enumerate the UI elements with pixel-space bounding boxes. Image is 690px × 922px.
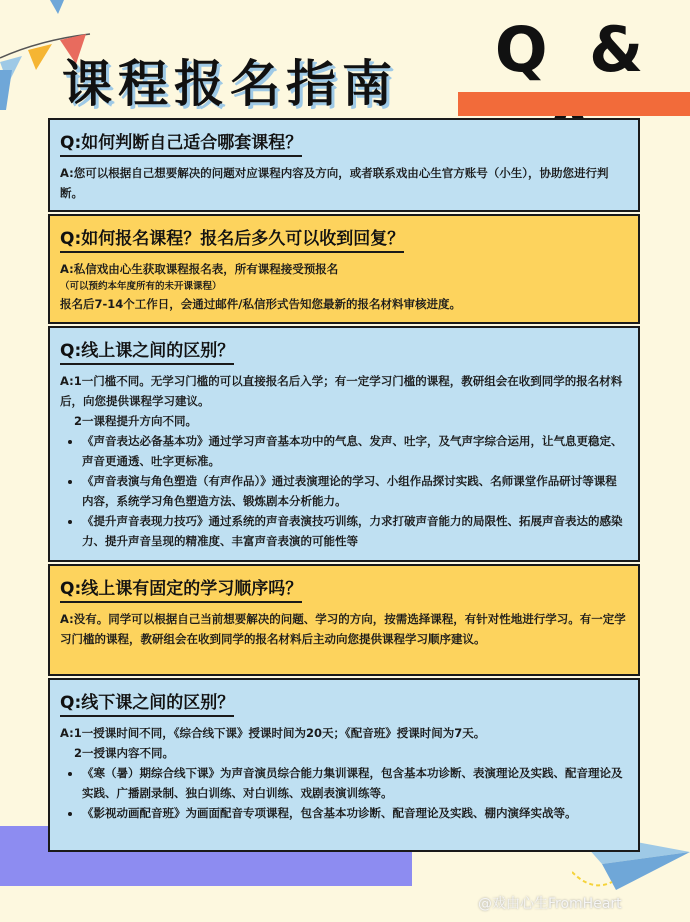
qa-badge: Q & [458, 14, 690, 86]
list-item: • 《声音表演与角色塑造（有声作品）》通过表演理论的学习、小组作品探讨实践、名师课堂作品研讨等课程内容，系统学习角色塑造方法、锻炼剧本分析能力。 [82, 471, 628, 511]
qa-card-5 [48, 678, 640, 852]
answer-2-note: （可以预约本年度所有的未开课课程） [60, 281, 222, 292]
answer-5-list [60, 763, 628, 823]
answer-3-line2: 2一课程提升方向不同。 [74, 414, 198, 428]
answer-5-line1: A:1一授课时间不同，《综合线下课》授课时间为20天；《配音班》授课时间为7天。 [60, 726, 486, 740]
list-item: • 《寒（暑）期综合线下课》为声音演员综合能力集训课程，包含基本功诊断、表演理论及实践、配音理论及实践、广播剧录制、独白训练、对白训练、戏剧表演训练等。 [82, 763, 628, 803]
qa-card-1 [48, 118, 640, 212]
answer-2-line1: A:私信戏由心生获取课程报名表，所有课程接受预报名 [60, 262, 339, 276]
question-5: Q:线下课之间的区别？ [60, 688, 234, 717]
answer-5-line2: 2一授课内容不同。 [74, 746, 175, 760]
answer-1: A:您可以根据自己想要解决的问题对应课程内容及方向，或者联系戏由心生官方账号（小生），协助您进行判断。 [60, 166, 609, 200]
question-4: Q:线上课有固定的学习顺序吗？ [60, 574, 302, 603]
list-item: • 《提升声音表现力技巧》通过系统的声音表演技巧训练，力求打破声音能力的局限性、拓展声音表达的感染力、提升声音呈现的精准度、丰富声音表演的可能性等 [82, 511, 628, 551]
answer-4: A:没有。同学可以根据自己当前想要解决的问题、学习的方向，按需选择课程，有针对性地进行学习。有一定学习门槛的课程，教研组会在收到同学的报名材料后主动向您提供课程学习顺序建议。 [60, 612, 626, 646]
answer-2-line2: 报名后7-14个工作日，会通过邮件/私信形式告知您最新的报名材料审核进度。 [60, 297, 461, 311]
list-item: • 《影视动画配音班》为画面配音专项课程，包含基本功诊断、配音理论及实践、棚内演绎实战等。 [82, 803, 628, 823]
answer-3-line1: A:1一门槛不同。无学习门槛的可以直接报名后入学；有一定学习门槛的课程，教研组会在收到同学的报名材料后，向您提供课程学习建议。 [60, 374, 623, 408]
question-1: Q:如何判断自己适合哪套课程？ [60, 128, 302, 157]
watermark: @戏由心生FromHeart [478, 896, 622, 912]
question-3: Q:线上课之间的区别？ [60, 336, 234, 365]
orange-accent-bar [458, 92, 690, 116]
answer-3-list [60, 431, 628, 551]
qa-card-4 [48, 564, 640, 676]
question-2: Q:如何报名课程？报名后多久可以收到回复？ [60, 224, 404, 253]
page-title: 课程报名指南 [62, 55, 398, 113]
qa-card-2 [48, 214, 640, 324]
qa-card-3 [48, 326, 640, 562]
list-item: • 《声音表达必备基本功》通过学习声音基本功中的气息、发声、吐字，及气声字综合运用，让气息更稳定、声音更通透、吐字更标准。 [82, 431, 628, 471]
